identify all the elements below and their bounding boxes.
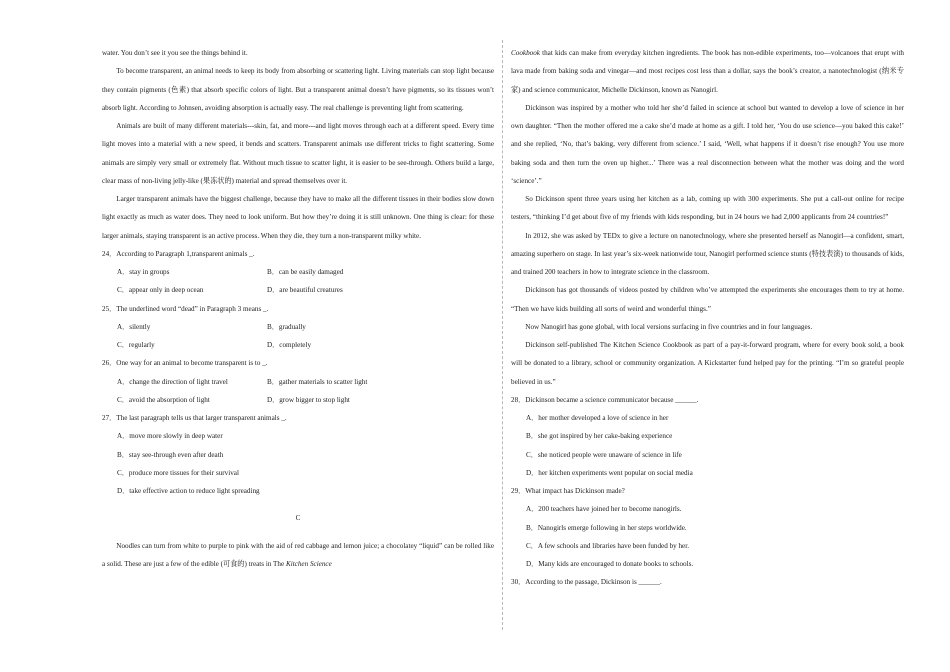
question-stem: 30．According to the passage, Dickinson is ______. [511,578,662,587]
column-divider [502,40,503,630]
option-a: A．silently [117,322,151,331]
section-c-heading: C [295,514,301,523]
book-title: Kitchen Science [285,559,332,568]
passage-c-paragraph: So Dickinson spent three years using her kitchen as a lab, coming up with 300 experiments. She put a call-out online for recipe testers, “thinking I’d get about five of my friends with kids responding, but in 24 hours we had 2,000 applicants from 24 countries!” [511,195,904,222]
option-d: D．grow bigger to stop light [267,395,350,404]
passage-c-paragraph: Dickinson has got thousands of videos posted by children who’ve attempted the experiments she encourages them to try at home. “Then we have kids building all sorts of weird and wonderful things.” [511,286,904,313]
option-c: C．produce more tissues for their survival [117,468,239,477]
passage-b-paragraph: water. You don’t see it you see the things behind it. [102,49,248,57]
option-d: D．Many kids are encouraged to donate books to schools. [526,560,694,568]
option-a: A．change the direction of light travel [117,377,228,386]
question-stem: 27．The last paragraph tells us that larger transparent animals _. [102,414,287,422]
option-a: A．200 teachers have joined her to become nanogirls. [526,505,682,514]
option-d: D．are beautiful creatures [267,286,343,295]
left-column [102,44,494,573]
question-27 [102,409,494,500]
book-title: Cookbook [511,49,540,57]
question-29 [511,482,904,573]
question-25 [102,300,494,355]
option-b: B．she got inspired by her cake-baking experience [526,432,673,441]
question-26 [102,354,494,409]
option-b: B．gather materials to scatter light [267,377,368,386]
option-d: D．her kitchen experiments went popular on social media [526,468,693,477]
passage-b-paragraph: To become transparent, an animal needs to keep its body from absorbing or scattering light. Living materials can stop light because they contain pigments (色素) that absorb specific colors of light. But a transparent animal doesn’t have pigments, so its tissues won’t absorb light. According to Johnsen, avoiding absorption is actually easy. The real challenge is preventing light from scattering. [102,67,494,112]
option-d: D．completely [267,341,312,349]
passage-c-paragraph: In 2012, she was asked by TEDx to give a lecture on nanotechnology, where she presented herself as Nanogirl—a confident, smart, amazing superhero on stage. In last year’s six-week nationwide tour, Nanogirl performed science stunts (特技表演) to thousands of kids, and trained 200 teachers in how to integrate science in the classroom. [511,231,904,276]
option-b: B．Nanogirls emerge following in her steps worldwide. [526,523,687,532]
question-stem: 25．The underlined word “dead” in Paragraph 3 means _. [102,304,269,313]
question-30 [511,573,904,591]
option-b: B．gradually [267,322,306,331]
passage-c-intro: Noodles can turn from white to purple to pink with the aid of red cabbage and lemon juice; a chocolatey “liquid” can be rolled like a solid. These are just a few of the edible (可食的) treats in The Kitchen Science [102,541,494,568]
option-d: D．take effective action to reduce light spreading [117,487,260,495]
passage-b-paragraph: Animals are built of many different materials---skin, fat, and more---and light moves through each at a different speed. Every time light moves into a material with a new speed, it bends and scatters. Transparent animals use different tricks to fight scattering. Some animals are simply very small or extremely flat. Without much tissue to scatter light, it is easier to be see-through. Others build a large, clear mass of non-living jelly-like (果冻状的) material and spread themselves over it. [102,122,494,185]
question-stem: 29．What impact has Dickinson made? [511,487,625,495]
question-24 [102,245,494,300]
right-column [511,44,904,592]
option-b: B．can be easily damaged [267,268,344,276]
question-stem: 28．Dickinson became a science communicator because ______. [511,395,699,404]
option-c: C．she noticed people were unaware of science in life [526,450,682,459]
question-stem: 26．One way for an animal to become transparent is to _. [102,359,268,368]
option-a: A．move more slowly in deep water [117,432,223,441]
option-c: C．regularly [117,341,155,349]
option-c: C．avoid the absorption of light [117,395,210,404]
passage-b-paragraph: Larger transparent animals have the biggest challenge, because they have to make all the different tissues in their bodies slow down light exactly as much as water does. They need to look uniform. But how they’re doing it is still unknown. One thing is clear: for these larger animals, staying transparent is an active process. When they die, they turn a non-transparent milky white. [102,195,494,240]
question-28 [511,391,904,482]
option-c: C．A few schools and libraries have been funded by her. [526,541,689,550]
passage-c-paragraph: Cookbook that kids can make from everyday kitchen ingredients. The book has non-edible experiments, too—volcanoes that erupt with lava made from baking soda and vinegar—and most recipes cost less than a dollar, says the book’s creator, a nanotechnologist (纳米专家) and science communicator, Michelle Dickinson, known as Nanogirl. [511,49,904,94]
option-c: C．appear only in deep ocean [117,286,204,295]
option-b: B．stay see-through even after death [117,450,224,459]
passage-c-paragraph: Dickinson self-published The Kitchen Science Cookbook as part of a pay-it-forward program, where for every book sold, a book will be donated to a library, school or community organization. A Kickstarter fund helped pay for the printing. “I’m so grateful people believed in us.” [511,341,904,386]
question-stem: 24．According to Paragraph 1,transparent animals _. [102,249,255,258]
option-a: A．her mother developed a love of science in her [526,414,669,422]
option-a: A．stay in groups [117,268,170,276]
passage-c-paragraph: Dickinson was inspired by a mother who told her she’d failed in science at school but wanted to develop a love of science in her own daughter. “Then the mother offered me a cake she’d made at home as a gift. I told her, ‘You do use science—you baked this cake!’ and she replied, ‘No, that’s baking, very different from science.’ I said, ‘Well, what happens if it doesn’t rise enough? You use more baking soda and then turn the oven up higher...’ There was a real disconnection between what the mother was doing and the word ‘science’.” [511,103,904,185]
passage-c-paragraph: Now Nanogirl has gone global, with local versions surfacing in five countries and in four languages. [525,322,813,331]
